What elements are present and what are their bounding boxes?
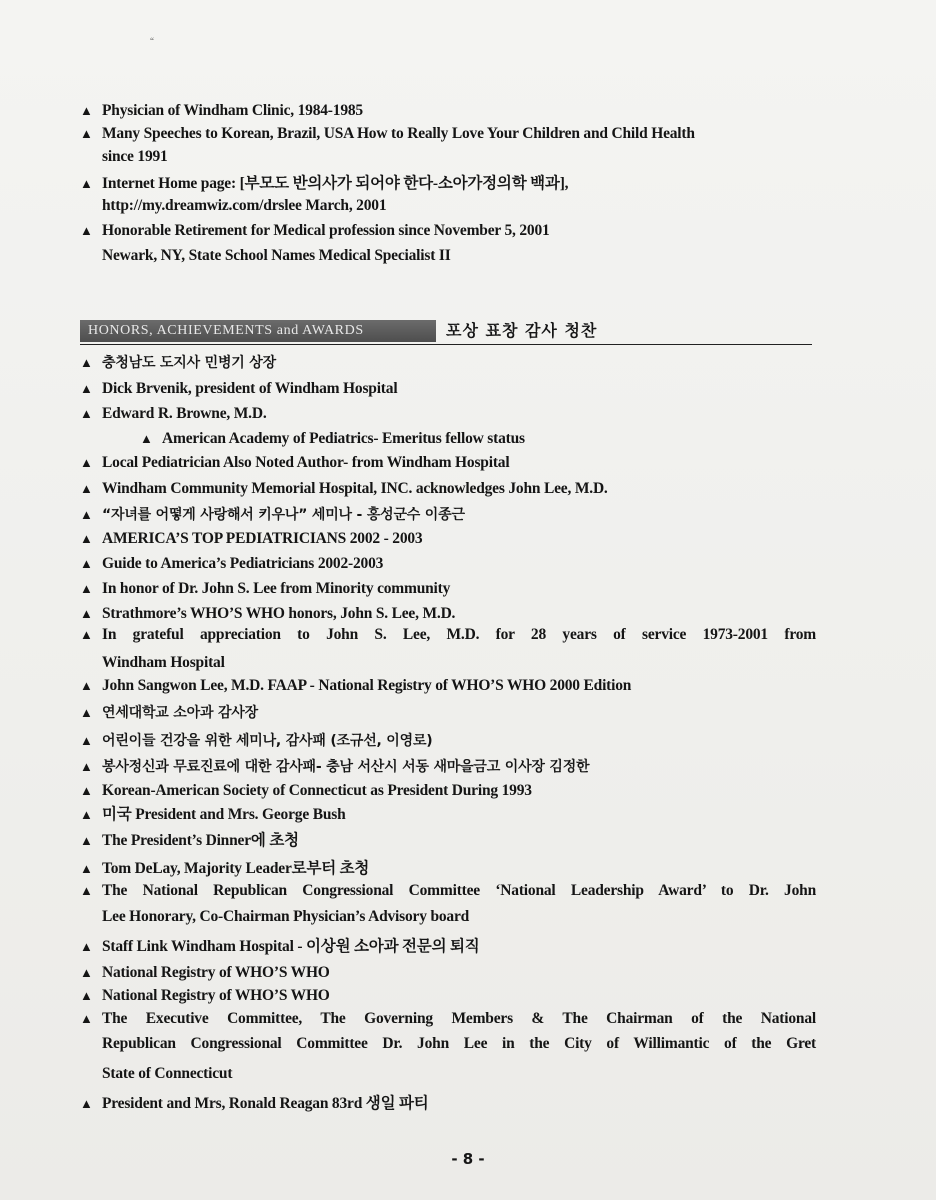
list-item	[80, 675, 820, 697]
item-continuation: State of Connecticut	[102, 1065, 233, 1082]
item-text: Honorable Retirement for Medical profession since November 5, 2001	[102, 222, 550, 239]
item-text: National Registry of WHO’S WHO	[102, 987, 330, 1004]
list-item	[80, 603, 820, 625]
item-text: 연세대학교 소아과 감사장	[102, 705, 258, 721]
triangle-bullet-icon: ▲	[80, 965, 93, 980]
list-item	[80, 780, 820, 802]
list-item	[80, 100, 820, 122]
item-continuation-text: Republican Congressional Committee Dr. John Lee in the City of Willimantic of the Gret	[102, 1035, 816, 1052]
list-item	[80, 578, 820, 600]
triangle-bullet-icon: ▲	[80, 507, 93, 522]
list-item	[80, 378, 820, 400]
list-item	[80, 1008, 820, 1030]
triangle-bullet-icon: ▲	[80, 861, 93, 876]
item-continuation: Lee Honorary, Co-Chairman Physician’s Advisory board	[102, 908, 470, 925]
item-text: Internet Home page: [부모도 반의사가 되어야 한다-소아가정의학 백과],	[102, 175, 569, 192]
triangle-bullet-icon: ▲	[80, 988, 93, 1003]
list-item	[80, 352, 820, 374]
section-title-en: HONORS, ACHIEVEMENTS and AWARDS	[80, 320, 436, 342]
list-item	[80, 985, 820, 1007]
list-item	[80, 858, 820, 880]
triangle-bullet-icon: ▲	[80, 678, 93, 693]
triangle-bullet-icon: ▲	[80, 223, 93, 238]
triangle-bullet-icon: ▲	[80, 556, 93, 571]
triangle-bullet-icon: ▲	[80, 1096, 93, 1111]
item-text: Windham Community Memorial Hospital, INC. acknowledges John Lee, M.D.	[102, 480, 608, 497]
list-item	[80, 553, 820, 575]
section-header	[80, 320, 812, 345]
item-text: Guide to America’s Pediatricians 2002-2003	[102, 555, 384, 572]
item-text: Staff Link Windham Hospital - 이상원 소아과 전문의 퇴직	[102, 938, 480, 955]
triangle-bullet-icon: ▲	[80, 627, 93, 642]
triangle-bullet-icon: ▲	[80, 1011, 93, 1026]
triangle-bullet-icon: ▲	[80, 455, 93, 470]
triangle-bullet-icon: ▲	[80, 381, 93, 396]
triangle-bullet-icon: ▲	[80, 833, 93, 848]
item-text: In honor of Dr. John S. Lee from Minority community	[102, 580, 451, 597]
list-item	[80, 1093, 820, 1115]
list-item	[80, 962, 820, 984]
list-item	[80, 478, 820, 500]
item-continuation: http://my.dreamwiz.com/drslee March, 2001	[102, 197, 387, 214]
triangle-bullet-icon: ▲	[80, 807, 93, 822]
list-item	[80, 173, 820, 195]
triangle-bullet-icon: ▲	[80, 355, 93, 370]
item-continuation	[102, 1033, 816, 1055]
triangle-bullet-icon: ▲	[140, 431, 153, 446]
item-text: The National Republican Congressional Committee ‘National Leadership Award’ to Dr. John	[102, 882, 816, 899]
scan-speck: “	[150, 36, 154, 46]
triangle-bullet-icon: ▲	[80, 481, 93, 496]
item-text: 충청남도 도지사 민병기 상장	[102, 355, 276, 371]
item-text: AMERICA’S TOP PEDIATRICIANS 2002 - 2003	[102, 530, 423, 547]
triangle-bullet-icon: ▲	[80, 606, 93, 621]
triangle-bullet-icon: ▲	[80, 126, 93, 141]
item-text: American Academy of Pediatrics- Emeritus fellow status	[162, 430, 525, 447]
item-continuation: since 1991	[102, 148, 168, 165]
item-text: President and Mrs, Ronald Reagan 83rd 생일 파티	[102, 1095, 429, 1112]
item-text: Korean-American Society of Connecticut as President During 1993	[102, 782, 532, 799]
list-item	[80, 756, 820, 778]
list-item	[80, 730, 820, 752]
triangle-bullet-icon: ▲	[80, 176, 93, 191]
item-text: Many Speeches to Korean, Brazil, USA How to Really Love Your Children and Child Health	[102, 125, 695, 142]
item-text: John Sangwon Lee, M.D. FAAP - National Registry of WHO’S WHO 2000 Edition	[102, 677, 632, 694]
item-text: 미국 President and Mrs. George Bush	[102, 806, 346, 823]
list-item	[80, 220, 820, 242]
item-text: Physician of Windham Clinic, 1984-1985	[102, 102, 363, 119]
triangle-bullet-icon: ▲	[80, 883, 93, 898]
item-text: “자녀를 어떻게 사랑해서 키우나” 세미나 - 홍성군수 이종근	[102, 507, 465, 523]
list-item	[80, 403, 820, 425]
item-text: Tom DeLay, Majority Leader로부터 초청	[102, 860, 370, 877]
list-item-indented	[140, 428, 880, 450]
list-item	[80, 702, 820, 724]
triangle-bullet-icon: ▲	[80, 939, 93, 954]
item-continuation: Windham Hospital	[102, 654, 225, 671]
item-text: The Executive Committee, The Governing Members & The Chairman of the National	[102, 1010, 816, 1027]
item-text: Edward R. Browne, M.D.	[102, 405, 267, 422]
triangle-bullet-icon: ▲	[80, 531, 93, 546]
triangle-bullet-icon: ▲	[80, 406, 93, 421]
item-text: Dick Brvenik, president of Windham Hospital	[102, 380, 398, 397]
triangle-bullet-icon: ▲	[80, 705, 93, 720]
list-item	[80, 936, 820, 958]
list-item	[80, 123, 820, 145]
triangle-bullet-icon: ▲	[80, 103, 93, 118]
item-text: Local Pediatrician Also Noted Author- from Windham Hospital	[102, 454, 510, 471]
item-text: 봉사정신과 무료진료에 대한 감사패- 충남 서산시 서동 새마을금고 이사장 김정한	[102, 759, 590, 775]
list-item	[80, 528, 820, 550]
page-number: - 8 -	[451, 1150, 485, 1168]
item-text: 어린이들 건강을 위한 세미나, 감사패 (조규선, 이영로)	[102, 733, 433, 749]
list-item	[80, 830, 820, 852]
list-item	[80, 804, 820, 826]
triangle-bullet-icon: ▲	[80, 733, 93, 748]
list-item	[80, 452, 820, 474]
triangle-bullet-icon: ▲	[80, 581, 93, 596]
item-text: In grateful appreciation to John S. Lee, M.D. for 28 years of service 1973-2001 from	[102, 626, 816, 643]
item-continuation: Newark, NY, State School Names Medical Specialist II	[102, 247, 451, 264]
list-item	[80, 624, 820, 646]
triangle-bullet-icon: ▲	[80, 759, 93, 774]
item-text: Strathmore’s WHO’S WHO honors, John S. Lee, M.D.	[102, 605, 456, 622]
list-item	[80, 880, 820, 902]
triangle-bullet-icon: ▲	[80, 783, 93, 798]
item-text: National Registry of WHO’S WHO	[102, 964, 330, 981]
list-item	[80, 504, 820, 526]
item-text: The President’s Dinner에 초청	[102, 832, 299, 849]
section-title-ko: 포상 표창 감사 청찬	[446, 321, 598, 340]
